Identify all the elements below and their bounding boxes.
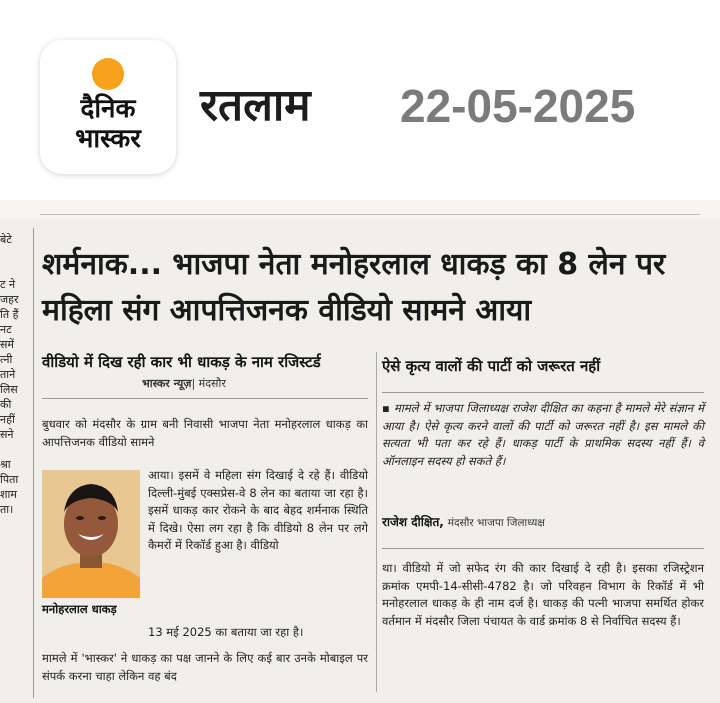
fragment-line <box>0 262 30 277</box>
paragraph-registration: था। वीडियो में जो सफेद रंग की कार दिखाई दे रही है। इसका रजिस्ट्रेशन क्रमांक एमपी-14-सीसी-4782 है। जो परिवहन विभाग के रिकॉर्ड में भी मनोहरलाल धाकड़ के ही नाम दर्ज है। धाकड़ की पत्नी भाजपा समर्थित होकर वर्तमान में मंदसौर जिला पंचायत के वार्ड क्रमांक 8 से निर्वाचित सदस्य हैं। <box>382 561 704 628</box>
quote-rule <box>382 548 704 549</box>
left-subheading: वीडियो में दिख रही कार भी धाकड़ के नाम रजिस्टर्ड <box>42 353 321 371</box>
fragment-line: ट ने <box>0 278 16 291</box>
portrait-image <box>42 470 140 598</box>
fragment-line: की <box>0 398 12 411</box>
fragment-line <box>0 442 30 457</box>
logo-text-dainik: दैनिक <box>80 94 136 124</box>
column-divider <box>376 352 377 692</box>
edition-date: 22-05-2025 <box>400 80 636 132</box>
fragment-line: पिता <box>0 473 19 486</box>
fragment-line: ता। <box>0 503 14 516</box>
article-headline: शर्मनाक... भाजपा नेता मनोहरलाल धाकड़ का 8 लेन पर महिला संग आपत्तिजनक वीडियो सामने आया <box>42 247 666 328</box>
paragraph-body: आया। इसमें वे महिला संग दिखाई दे रहे हैं। वीडियो दिल्ली-मुंबई एक्सप्रेस-वे 8 लेन का बताया जा रहा है। इसमें धाकड़ कार रोकने के बाद बेहद शर्मनाक स्थिति में दिखे। ऐसा लग रहा है कि वीडियो 8 लेन पर लगे कैमरों में रिकॉर्ड हुआ है। वीडियो <box>148 468 368 552</box>
fragment-line: नहीं <box>0 413 15 426</box>
right-rule <box>382 392 704 393</box>
clipping-top-rule <box>40 214 700 215</box>
party-quote: ▪ मामले में भाजपा जिलाध्यक्ष राजेश दीक्षित का कहना है मामले मेरे संज्ञान में आया है। ऐसे कृत्य करने वालों की पार्टी को जरूरत नहीं है। इस मामले की सत्यता भी पता कर रहे हैं। धाकड़ पार्टी के प्राथमिक सदस्य नहीं हैं। वे ऑनलाइन सदस्य हो सकते हैं। <box>382 401 704 468</box>
adjacent-column-fragment <box>0 232 30 517</box>
right-subheading: ऐसे कृत्य वालों की पार्टी को जरूरत नहीं <box>382 357 601 375</box>
paragraph-date: 13 मई 2025 का बताया जा रहा है। <box>148 625 304 639</box>
dainik-bhaskar-logo <box>40 40 176 174</box>
page-header <box>0 0 720 200</box>
sun-icon <box>92 58 124 90</box>
paragraph-intro: बुधवार को मंदसौर के ग्राम बनी निवासी भाजपा नेता मनोहरलाल धाकड़ का आपत्तिजनक वीडियो सामने <box>42 417 368 449</box>
paragraph-contact: मामले में 'भास्कर' ने धाकड़ का पक्ष जानने के लिए कई बार उनके मोबाइल पर संपर्क करना चाहा लेकिन वह बंद <box>42 651 368 683</box>
byline-place: | मंदसौर <box>191 377 226 390</box>
fragment-line: जहर <box>0 293 19 306</box>
quote-attribution <box>382 513 704 530</box>
city-name: रतलाम <box>200 80 311 131</box>
left-rule <box>42 398 368 399</box>
fragment-line: त्नी <box>0 353 13 366</box>
fragment-line <box>0 247 30 262</box>
fragment-line: सने <box>0 428 14 441</box>
fragment-line: नट <box>0 323 12 336</box>
byline-agency: भास्कर न्यूज़ <box>142 377 192 390</box>
logo-text-bhaskar: भास्कर <box>75 124 141 154</box>
fragment-line: ताने <box>0 368 16 381</box>
fragment-line: समें <box>0 338 15 351</box>
byline <box>142 376 226 391</box>
fragment-divider <box>33 228 34 698</box>
fragment-line: ति हैं <box>0 308 19 321</box>
signer-name: राजेश दीक्षित, <box>382 515 444 529</box>
fragment-line: शाम <box>0 488 17 501</box>
fragment-line: लिस <box>0 383 18 396</box>
fragment-line: श्रा <box>0 458 11 471</box>
portrait-photo <box>42 470 140 598</box>
fragment-line: बेटे <box>0 233 12 246</box>
signer-role: मंदसौर भाजपा जिलाध्यक्ष <box>447 517 545 529</box>
photo-caption: मनोहरलाल धाकड़ <box>42 602 117 616</box>
